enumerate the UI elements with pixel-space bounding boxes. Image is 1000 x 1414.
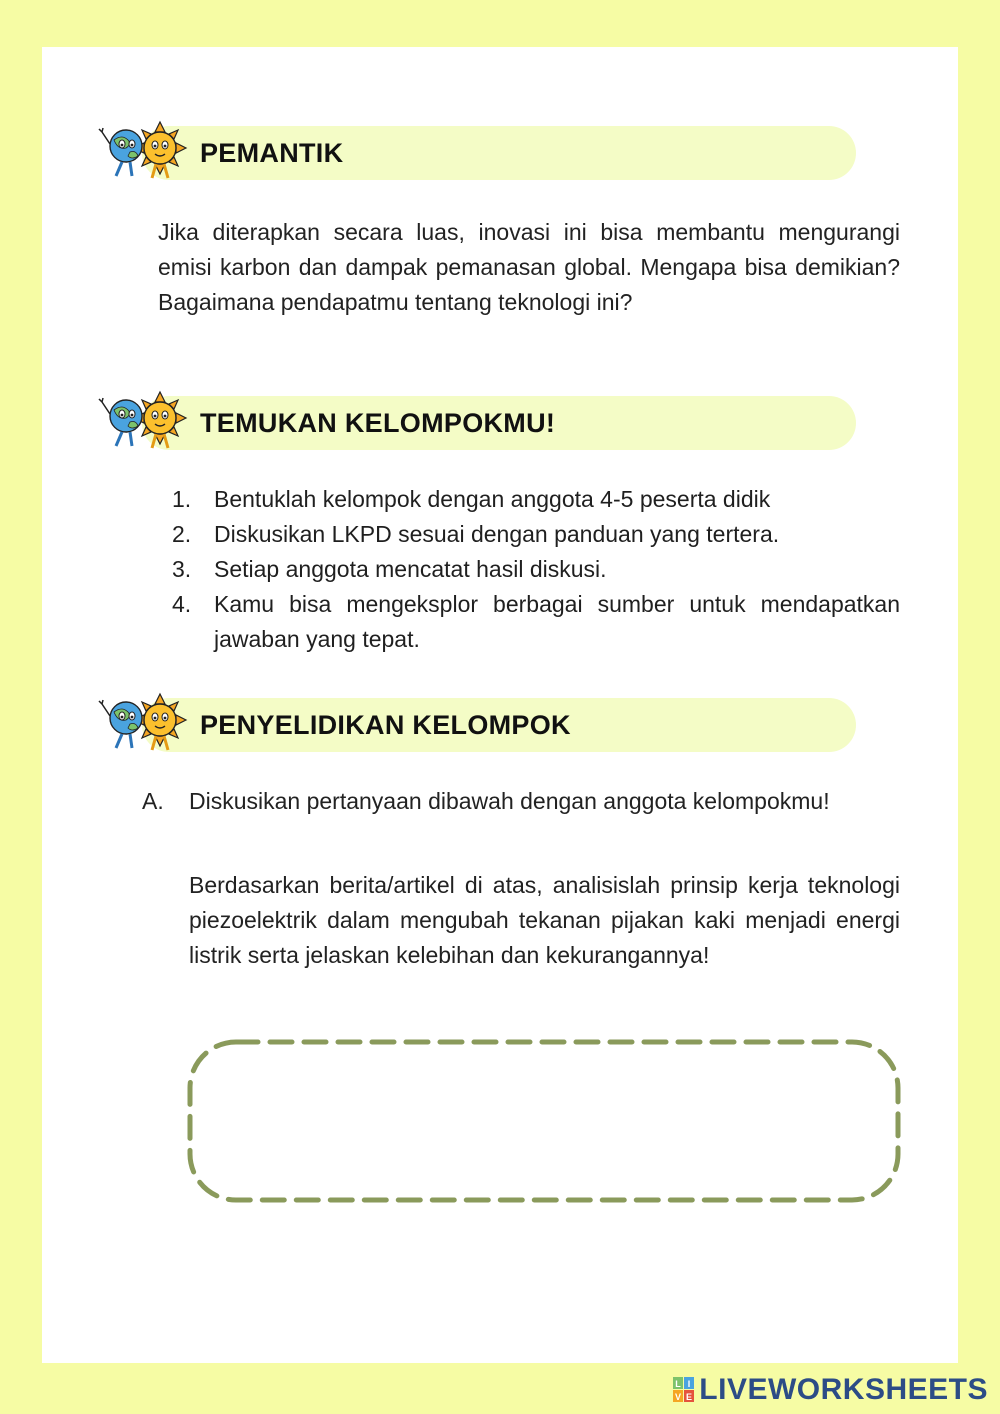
svg-text:L: L [675, 1379, 682, 1389]
section-header-penyelidikan [98, 698, 858, 754]
liveworksheets-logo [673, 1372, 988, 1408]
pemantik-paragraph: Jika diterapkan secara luas, inovasi ini bisa membantu mengurangi emisi karbon dan dampak pemanasan global. Mengapa bisa demikian? Bagaimana pendapatmu tentang teknologi ini? [158, 219, 900, 315]
group-steps-list [172, 482, 900, 657]
task-letter: A. [142, 788, 164, 814]
brand-name: LIVEWORKSHEETS [699, 1373, 988, 1406]
earth-sun-mascot-icon [98, 120, 190, 182]
task-instruction: Diskusikan pertanyaan dibawah dengan anggota kelompokmu! [189, 788, 830, 814]
section-header-temukan [98, 396, 858, 452]
svg-text:V: V [675, 1392, 682, 1402]
answer-box[interactable] [186, 1038, 902, 1204]
section-title: PEMANTIK [200, 138, 344, 168]
section-header-pemantik [98, 126, 858, 182]
task-question: Berdasarkan berita/artikel di atas, analisislah prinsip kerja teknologi piezoelektrik dalam mengubah tekanan pijakan kaki menjadi energi listrik serta jelaskan kelebihan dan kekurangannya! [189, 872, 900, 968]
section-title: PENYELIDIKAN KELOMPOK [200, 710, 571, 740]
svg-text:E: E [686, 1392, 693, 1402]
list-item: 2. Diskusikan LKPD sesuai dengan panduan yang tertera. [172, 521, 780, 547]
earth-sun-mascot-icon [98, 692, 190, 754]
list-item: 3. Setiap anggota mencatat hasil diskusi. [172, 556, 607, 582]
svg-text:I: I [688, 1379, 691, 1389]
earth-sun-mascot-icon [98, 390, 190, 452]
section-title: TEMUKAN KELOMPOKMU! [200, 408, 556, 438]
list-item: 4. Kamu bisa mengeksplor berbagai sumber untuk mendapatkan jawaban yang tepat. [172, 591, 900, 652]
live-logo-icon [673, 1377, 695, 1403]
list-item: 1. Bentuklah kelompok dengan anggota 4-5 peserta didik [172, 486, 771, 512]
